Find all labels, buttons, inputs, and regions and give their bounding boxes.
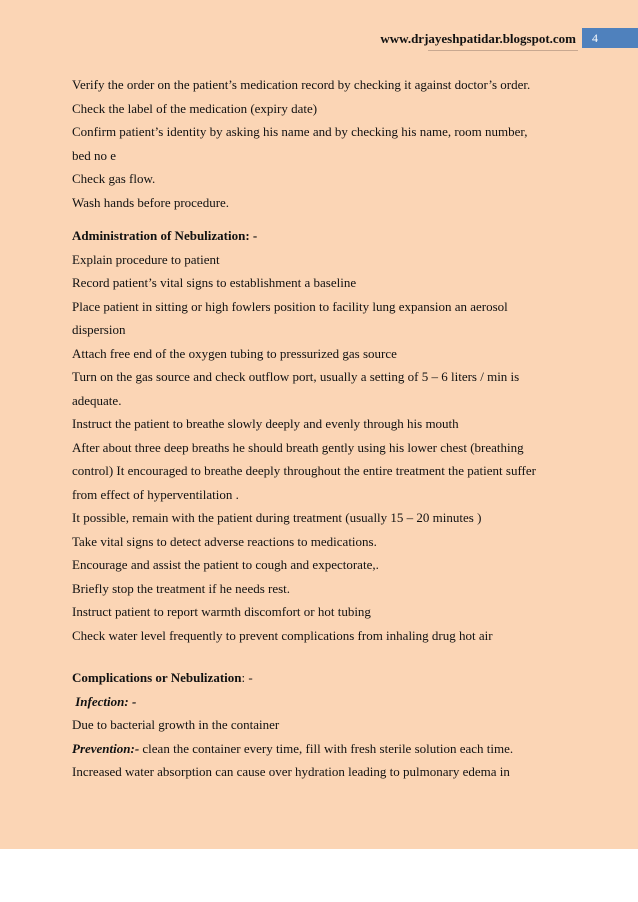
body-line: from effect of hyperventilation . — [72, 486, 239, 502]
body-line: control) It encouraged to breathe deeply throughout the entire treatment the patient suffer — [72, 463, 536, 478]
body-line: Turn on the gas source and check outflow port, usually a setting of 5 – 6 liters / min is — [72, 369, 520, 384]
body-line: Confirm patient’s identity by asking his name and by checking his name, room number, — [72, 124, 528, 139]
body-line: Check water level frequently to prevent complications from inhaling drug hot air — [72, 627, 493, 643]
complications-heading-text: Complications or Nebulization — [72, 670, 242, 685]
section-heading-administration: Administration of Nebulization: - — [72, 228, 258, 243]
body-line: Increased water absorption can cause over hydration leading to pulmonary edema in — [72, 764, 510, 779]
body-line: Check gas flow. — [72, 171, 156, 186]
body-line: Verify the order on the patient’s medication record by checking it against doctor’s order. — [72, 77, 531, 92]
body-line: Place patient in sitting or high fowlers position to facility lung expansion an aerosol — [72, 298, 508, 314]
body-line: After about three deep breaths he should breath gently using his lower chest (breathing — [72, 439, 524, 455]
body-line: Record patient’s vital signs to establishment a baseline — [72, 275, 357, 290]
document-body — [72, 73, 582, 784]
prevention-text: clean the container every time, fill with fresh sterile solution each time. — [139, 740, 514, 756]
page-header — [0, 30, 638, 50]
header-rule — [428, 50, 578, 51]
prevention-line — [72, 737, 582, 761]
body-line: Instruct the patient to breathe slowly deeply and evenly through his mouth — [72, 416, 459, 431]
body-line: Wash hands before procedure. — [72, 194, 230, 210]
body-line: Attach free end of the oxygen tubing to pressurized gas source — [72, 345, 397, 361]
prevention-label: Prevention:- — [72, 740, 140, 756]
body-line: Explain procedure to patient — [72, 251, 220, 267]
body-line: adequate. — [72, 392, 122, 408]
body-line: bed no e — [72, 147, 117, 163]
complications-heading-suffix: : - — [241, 670, 253, 685]
site-url: www.drjayeshpatidar.blogspot.com — [380, 31, 576, 46]
body-line: It possible, remain with the patient during treatment (usually 15 – 20 minutes ) — [72, 510, 482, 525]
body-line: Briefly stop the treatment if he needs rest. — [72, 580, 291, 596]
body-line: Take vital signs to detect adverse reactions to medications. — [72, 533, 377, 549]
infection-label: Infection: - — [75, 693, 137, 709]
body-line: Instruct patient to report warmth discomfort or hot tubing — [72, 604, 371, 619]
infection-line — [72, 690, 582, 714]
body-line: Check the label of the medication (expiry date) — [72, 100, 318, 116]
body-line: Due to bacterial growth in the container — [72, 717, 280, 732]
page-number-badge: 4 — [582, 28, 638, 48]
body-line: dispersion — [72, 322, 126, 337]
section-heading-complications — [72, 666, 582, 690]
body-line: Encourage and assist the patient to cough and expectorate,. — [72, 557, 379, 572]
